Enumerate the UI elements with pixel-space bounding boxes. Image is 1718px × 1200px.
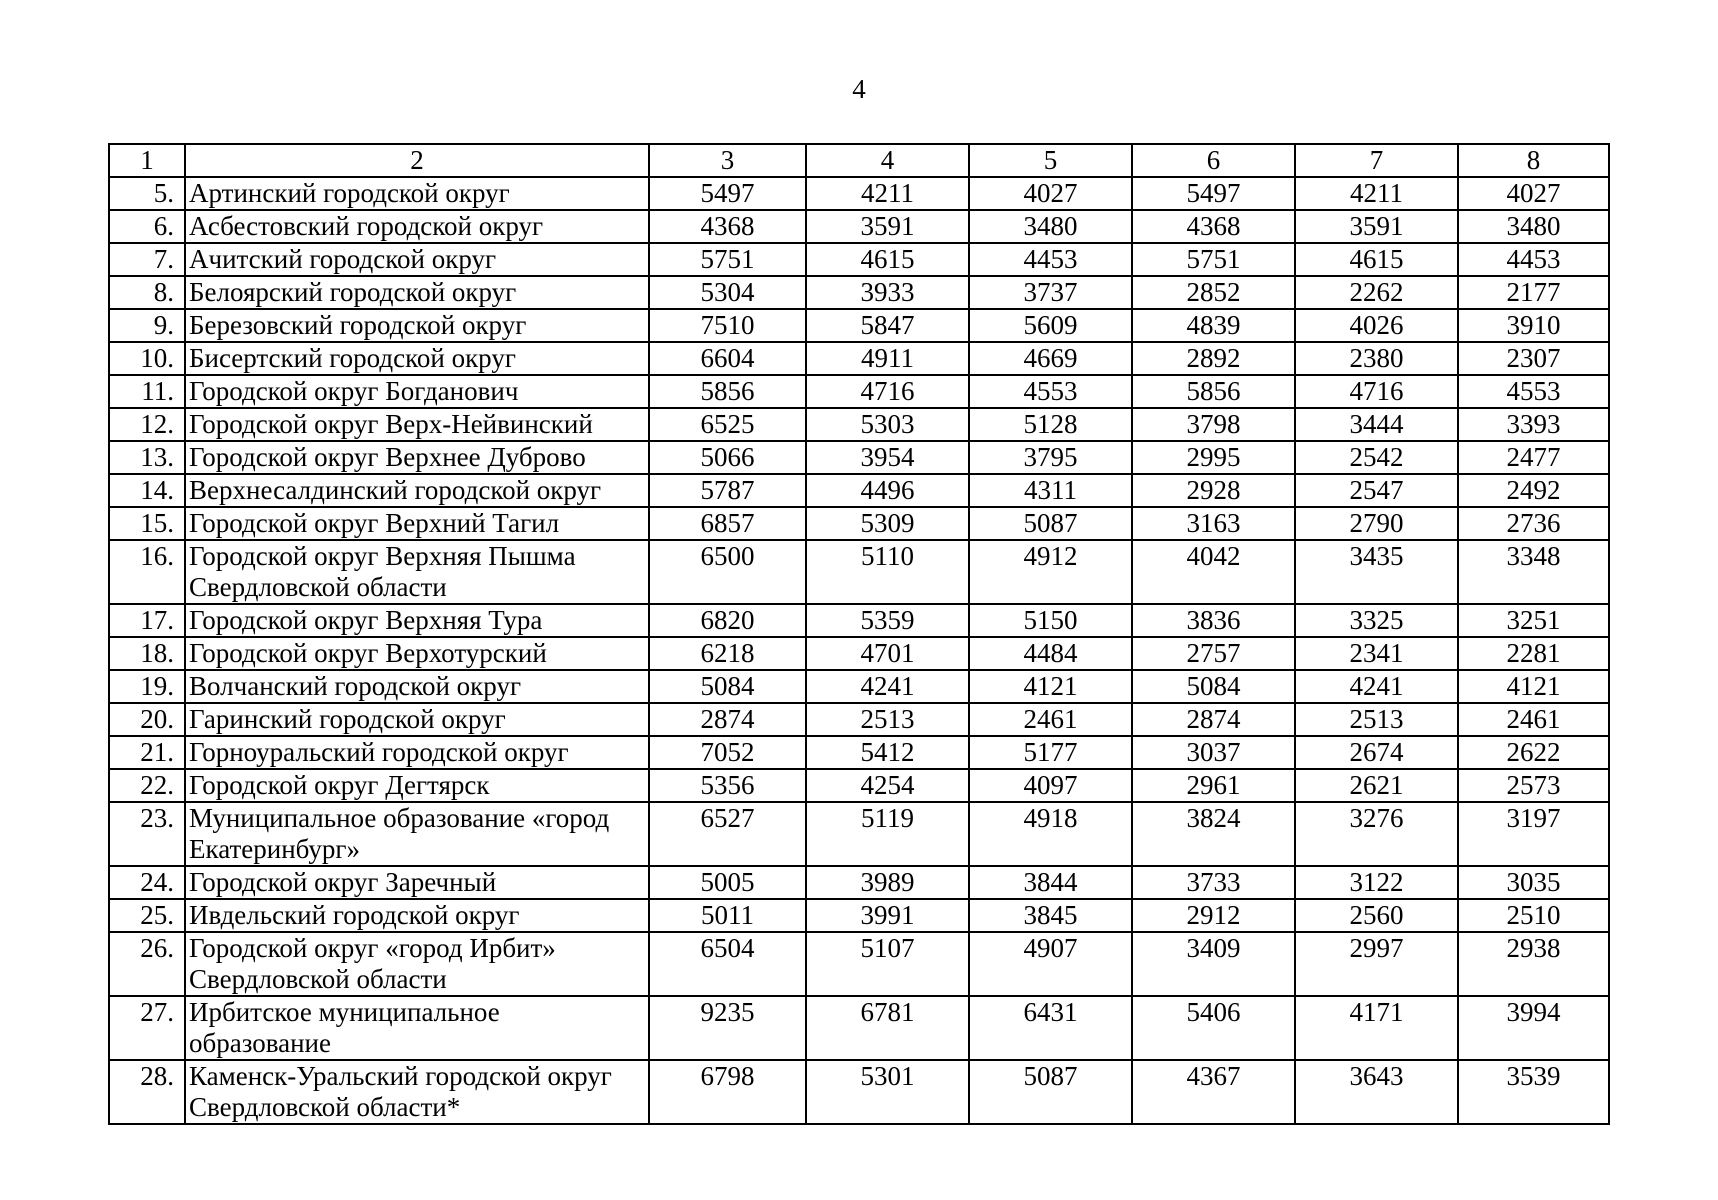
value-cell-col-6: 2852 [1132, 276, 1295, 309]
value-cell-col-5: 3737 [969, 276, 1132, 309]
table-body [109, 144, 1609, 1124]
municipality-name: Городской округ Богданович [185, 375, 649, 408]
value-cell-col-7: 4716 [1295, 375, 1458, 408]
row-number: 23. [109, 802, 185, 866]
value-cell-col-5: 4669 [969, 342, 1132, 375]
table-row [109, 177, 1609, 210]
row-number: 27. [109, 996, 185, 1060]
value-cell-col-3: 6527 [649, 802, 806, 866]
value-cell-col-3: 7510 [649, 309, 806, 342]
municipality-name: Городской округ Дегтярск [185, 769, 649, 802]
value-cell-col-5: 4027 [969, 177, 1132, 210]
value-cell-col-7: 3591 [1295, 210, 1458, 243]
municipality-name: Волчанский городской округ [185, 670, 649, 703]
value-cell-col-4: 4716 [806, 375, 969, 408]
value-cell-col-4: 5359 [806, 604, 969, 637]
value-cell-col-3: 6857 [649, 507, 806, 540]
value-cell-col-3: 5856 [649, 375, 806, 408]
value-cell-col-5: 3844 [969, 866, 1132, 899]
table-row [109, 604, 1609, 637]
municipality-name: Городской округ Верхотурский [185, 637, 649, 670]
value-cell-col-5: 4907 [969, 932, 1132, 996]
value-cell-col-5: 4097 [969, 769, 1132, 802]
table-row [109, 802, 1609, 866]
value-cell-col-6: 3824 [1132, 802, 1295, 866]
value-cell-col-8: 2492 [1458, 474, 1609, 507]
value-cell-col-8: 2281 [1458, 637, 1609, 670]
value-cell-col-5: 4912 [969, 540, 1132, 604]
row-number: 14. [109, 474, 185, 507]
value-cell-col-3: 6798 [649, 1060, 806, 1124]
value-cell-col-4: 5107 [806, 932, 969, 996]
table-row [109, 474, 1609, 507]
municipality-name: Ачитский городской округ [185, 243, 649, 276]
value-cell-col-6: 5856 [1132, 375, 1295, 408]
row-number: 10. [109, 342, 185, 375]
value-cell-col-7: 4211 [1295, 177, 1458, 210]
value-cell-col-5: 3845 [969, 899, 1132, 932]
value-cell-col-5: 4453 [969, 243, 1132, 276]
value-cell-col-7: 2513 [1295, 703, 1458, 736]
value-cell-col-3: 6500 [649, 540, 806, 604]
table-row [109, 540, 1609, 604]
value-cell-col-7: 2997 [1295, 932, 1458, 996]
value-cell-col-3: 6525 [649, 408, 806, 441]
table-row [109, 899, 1609, 932]
table-row [109, 408, 1609, 441]
value-cell-col-3: 5066 [649, 441, 806, 474]
column-header: 4 [806, 144, 969, 177]
value-cell-col-5: 4918 [969, 802, 1132, 866]
table-row [109, 309, 1609, 342]
municipality-name: Верхнесалдинский городской округ [185, 474, 649, 507]
table-row [109, 637, 1609, 670]
value-cell-col-4: 2513 [806, 703, 969, 736]
value-cell-col-7: 4026 [1295, 309, 1458, 342]
table-row [109, 703, 1609, 736]
column-header: 2 [185, 144, 649, 177]
value-cell-col-3: 5005 [649, 866, 806, 899]
value-cell-col-4: 3989 [806, 866, 969, 899]
column-header: 8 [1458, 144, 1609, 177]
value-cell-col-4: 5847 [806, 309, 969, 342]
row-number: 19. [109, 670, 185, 703]
value-cell-col-3: 5084 [649, 670, 806, 703]
value-cell-col-6: 2961 [1132, 769, 1295, 802]
column-header: 6 [1132, 144, 1295, 177]
value-cell-col-8: 2461 [1458, 703, 1609, 736]
value-cell-col-3: 5751 [649, 243, 806, 276]
value-cell-col-6: 2874 [1132, 703, 1295, 736]
value-cell-col-7: 3276 [1295, 802, 1458, 866]
value-cell-col-7: 2547 [1295, 474, 1458, 507]
row-number: 20. [109, 703, 185, 736]
value-cell-col-3: 5356 [649, 769, 806, 802]
table-row [109, 243, 1609, 276]
table-row [109, 375, 1609, 408]
value-cell-col-7: 3435 [1295, 540, 1458, 604]
value-cell-col-5: 5128 [969, 408, 1132, 441]
table-header-row [109, 144, 1609, 177]
table-row [109, 342, 1609, 375]
row-number: 26. [109, 932, 185, 996]
value-cell-col-3: 4368 [649, 210, 806, 243]
value-cell-col-3: 6504 [649, 932, 806, 996]
row-number: 22. [109, 769, 185, 802]
value-cell-col-7: 2560 [1295, 899, 1458, 932]
value-cell-col-7: 3325 [1295, 604, 1458, 637]
municipality-name: Городской округ Верхний Тагил [185, 507, 649, 540]
row-number: 12. [109, 408, 185, 441]
value-cell-col-7: 4241 [1295, 670, 1458, 703]
value-cell-col-4: 5412 [806, 736, 969, 769]
row-number: 17. [109, 604, 185, 637]
column-header: 1 [109, 144, 185, 177]
value-cell-col-6: 3836 [1132, 604, 1295, 637]
row-number: 11. [109, 375, 185, 408]
table-row [109, 769, 1609, 802]
value-cell-col-4: 5303 [806, 408, 969, 441]
data-table [108, 143, 1610, 1125]
value-cell-col-4: 4911 [806, 342, 969, 375]
table-row [109, 996, 1609, 1060]
municipality-name: Городской округ «город Ирбит» Свердловской области [185, 932, 649, 996]
value-cell-col-5: 4311 [969, 474, 1132, 507]
municipality-name: Бисертский городской округ [185, 342, 649, 375]
row-number: 5. [109, 177, 185, 210]
value-cell-col-8: 2736 [1458, 507, 1609, 540]
table-row [109, 670, 1609, 703]
value-cell-col-8: 3539 [1458, 1060, 1609, 1124]
value-cell-col-5: 3480 [969, 210, 1132, 243]
value-cell-col-3: 7052 [649, 736, 806, 769]
municipality-name: Горноуральский городской округ [185, 736, 649, 769]
value-cell-col-6: 4368 [1132, 210, 1295, 243]
value-cell-col-7: 3643 [1295, 1060, 1458, 1124]
municipality-name: Артинский городской округ [185, 177, 649, 210]
value-cell-col-5: 5177 [969, 736, 1132, 769]
value-cell-col-8: 2938 [1458, 932, 1609, 996]
municipality-name: Асбестовский городской округ [185, 210, 649, 243]
value-cell-col-8: 2177 [1458, 276, 1609, 309]
value-cell-col-6: 5084 [1132, 670, 1295, 703]
value-cell-col-6: 5406 [1132, 996, 1295, 1060]
value-cell-col-4: 5301 [806, 1060, 969, 1124]
municipality-name: Каменск-Уральский городской округ Свердловской области* [185, 1060, 649, 1124]
municipality-name: Муниципальное образование «город Екатеринбург» [185, 802, 649, 866]
value-cell-col-6: 3798 [1132, 408, 1295, 441]
value-cell-col-3: 5787 [649, 474, 806, 507]
value-cell-col-3: 5304 [649, 276, 806, 309]
row-number: 25. [109, 899, 185, 932]
municipality-name: Гаринский городской округ [185, 703, 649, 736]
column-header: 5 [969, 144, 1132, 177]
value-cell-col-8: 2307 [1458, 342, 1609, 375]
row-number: 16. [109, 540, 185, 604]
value-cell-col-6: 5497 [1132, 177, 1295, 210]
value-cell-col-6: 3733 [1132, 866, 1295, 899]
value-cell-col-6: 3037 [1132, 736, 1295, 769]
row-number: 28. [109, 1060, 185, 1124]
municipality-name: Городской округ Верхняя Тура [185, 604, 649, 637]
value-cell-col-6: 4839 [1132, 309, 1295, 342]
value-cell-col-3: 5497 [649, 177, 806, 210]
value-cell-col-5: 5087 [969, 507, 1132, 540]
value-cell-col-5: 3795 [969, 441, 1132, 474]
table-row [109, 866, 1609, 899]
value-cell-col-4: 3954 [806, 441, 969, 474]
value-cell-col-8: 3348 [1458, 540, 1609, 604]
value-cell-col-7: 2262 [1295, 276, 1458, 309]
value-cell-col-8: 3393 [1458, 408, 1609, 441]
value-cell-col-6: 4367 [1132, 1060, 1295, 1124]
value-cell-col-8: 3480 [1458, 210, 1609, 243]
value-cell-col-6: 2912 [1132, 899, 1295, 932]
municipality-name: Городской округ Верхняя Пышма Свердловской области [185, 540, 649, 604]
value-cell-col-7: 2674 [1295, 736, 1458, 769]
value-cell-col-4: 4211 [806, 177, 969, 210]
value-cell-col-5: 4553 [969, 375, 1132, 408]
value-cell-col-4: 5119 [806, 802, 969, 866]
value-cell-col-8: 4453 [1458, 243, 1609, 276]
value-cell-col-6: 4042 [1132, 540, 1295, 604]
value-cell-col-8: 2573 [1458, 769, 1609, 802]
row-number: 24. [109, 866, 185, 899]
municipality-name: Белоярский городской округ [185, 276, 649, 309]
value-cell-col-7: 2790 [1295, 507, 1458, 540]
value-cell-col-5: 5609 [969, 309, 1132, 342]
table-row [109, 276, 1609, 309]
value-cell-col-4: 4496 [806, 474, 969, 507]
value-cell-col-6: 2995 [1132, 441, 1295, 474]
value-cell-col-5: 4484 [969, 637, 1132, 670]
value-cell-col-8: 3035 [1458, 866, 1609, 899]
value-cell-col-4: 4701 [806, 637, 969, 670]
row-number: 7. [109, 243, 185, 276]
row-number: 18. [109, 637, 185, 670]
table-row [109, 1060, 1609, 1124]
municipality-name: Городской округ Верх-Нейвинский [185, 408, 649, 441]
municipality-name: Ирбитское муниципальное образование [185, 996, 649, 1060]
value-cell-col-8: 4121 [1458, 670, 1609, 703]
value-cell-col-3: 6604 [649, 342, 806, 375]
value-cell-col-8: 4027 [1458, 177, 1609, 210]
value-cell-col-6: 5751 [1132, 243, 1295, 276]
value-cell-col-3: 6820 [649, 604, 806, 637]
value-cell-col-5: 5087 [969, 1060, 1132, 1124]
table-row [109, 932, 1609, 996]
value-cell-col-8: 2477 [1458, 441, 1609, 474]
row-number: 6. [109, 210, 185, 243]
value-cell-col-7: 3122 [1295, 866, 1458, 899]
value-cell-col-7: 4171 [1295, 996, 1458, 1060]
value-cell-col-5: 2461 [969, 703, 1132, 736]
table-row [109, 441, 1609, 474]
municipality-name: Березовский городской округ [185, 309, 649, 342]
table-row [109, 507, 1609, 540]
value-cell-col-4: 4241 [806, 670, 969, 703]
value-cell-col-6: 3163 [1132, 507, 1295, 540]
value-cell-col-4: 6781 [806, 996, 969, 1060]
value-cell-col-7: 3444 [1295, 408, 1458, 441]
value-cell-col-5: 4121 [969, 670, 1132, 703]
value-cell-col-7: 2380 [1295, 342, 1458, 375]
value-cell-col-8: 2510 [1458, 899, 1609, 932]
value-cell-col-4: 4254 [806, 769, 969, 802]
value-cell-col-3: 9235 [649, 996, 806, 1060]
value-cell-col-4: 3591 [806, 210, 969, 243]
value-cell-col-3: 6218 [649, 637, 806, 670]
row-number: 8. [109, 276, 185, 309]
page-number: 4 [852, 74, 866, 104]
value-cell-col-7: 2341 [1295, 637, 1458, 670]
value-cell-col-3: 5011 [649, 899, 806, 932]
value-cell-col-5: 6431 [969, 996, 1132, 1060]
value-cell-col-4: 3933 [806, 276, 969, 309]
value-cell-col-4: 4615 [806, 243, 969, 276]
value-cell-col-8: 3251 [1458, 604, 1609, 637]
value-cell-col-4: 5309 [806, 507, 969, 540]
value-cell-col-6: 2892 [1132, 342, 1295, 375]
municipality-name: Городской округ Верхнее Дуброво [185, 441, 649, 474]
municipality-name: Городской округ Заречный [185, 866, 649, 899]
value-cell-col-8: 2622 [1458, 736, 1609, 769]
column-header: 3 [649, 144, 806, 177]
value-cell-col-6: 2757 [1132, 637, 1295, 670]
row-number: 15. [109, 507, 185, 540]
column-header: 7 [1295, 144, 1458, 177]
value-cell-col-8: 3197 [1458, 802, 1609, 866]
value-cell-col-6: 2928 [1132, 474, 1295, 507]
table-row [109, 210, 1609, 243]
value-cell-col-8: 3994 [1458, 996, 1609, 1060]
value-cell-col-8: 4553 [1458, 375, 1609, 408]
value-cell-col-4: 3991 [806, 899, 969, 932]
value-cell-col-8: 3910 [1458, 309, 1609, 342]
municipality-name: Ивдельский городской округ [185, 899, 649, 932]
value-cell-col-7: 4615 [1295, 243, 1458, 276]
value-cell-col-5: 5150 [969, 604, 1132, 637]
value-cell-col-7: 2542 [1295, 441, 1458, 474]
value-cell-col-3: 2874 [649, 703, 806, 736]
row-number: 21. [109, 736, 185, 769]
value-cell-col-6: 3409 [1132, 932, 1295, 996]
row-number: 9. [109, 309, 185, 342]
value-cell-col-4: 5110 [806, 540, 969, 604]
table-row [109, 736, 1609, 769]
row-number: 13. [109, 441, 185, 474]
value-cell-col-7: 2621 [1295, 769, 1458, 802]
